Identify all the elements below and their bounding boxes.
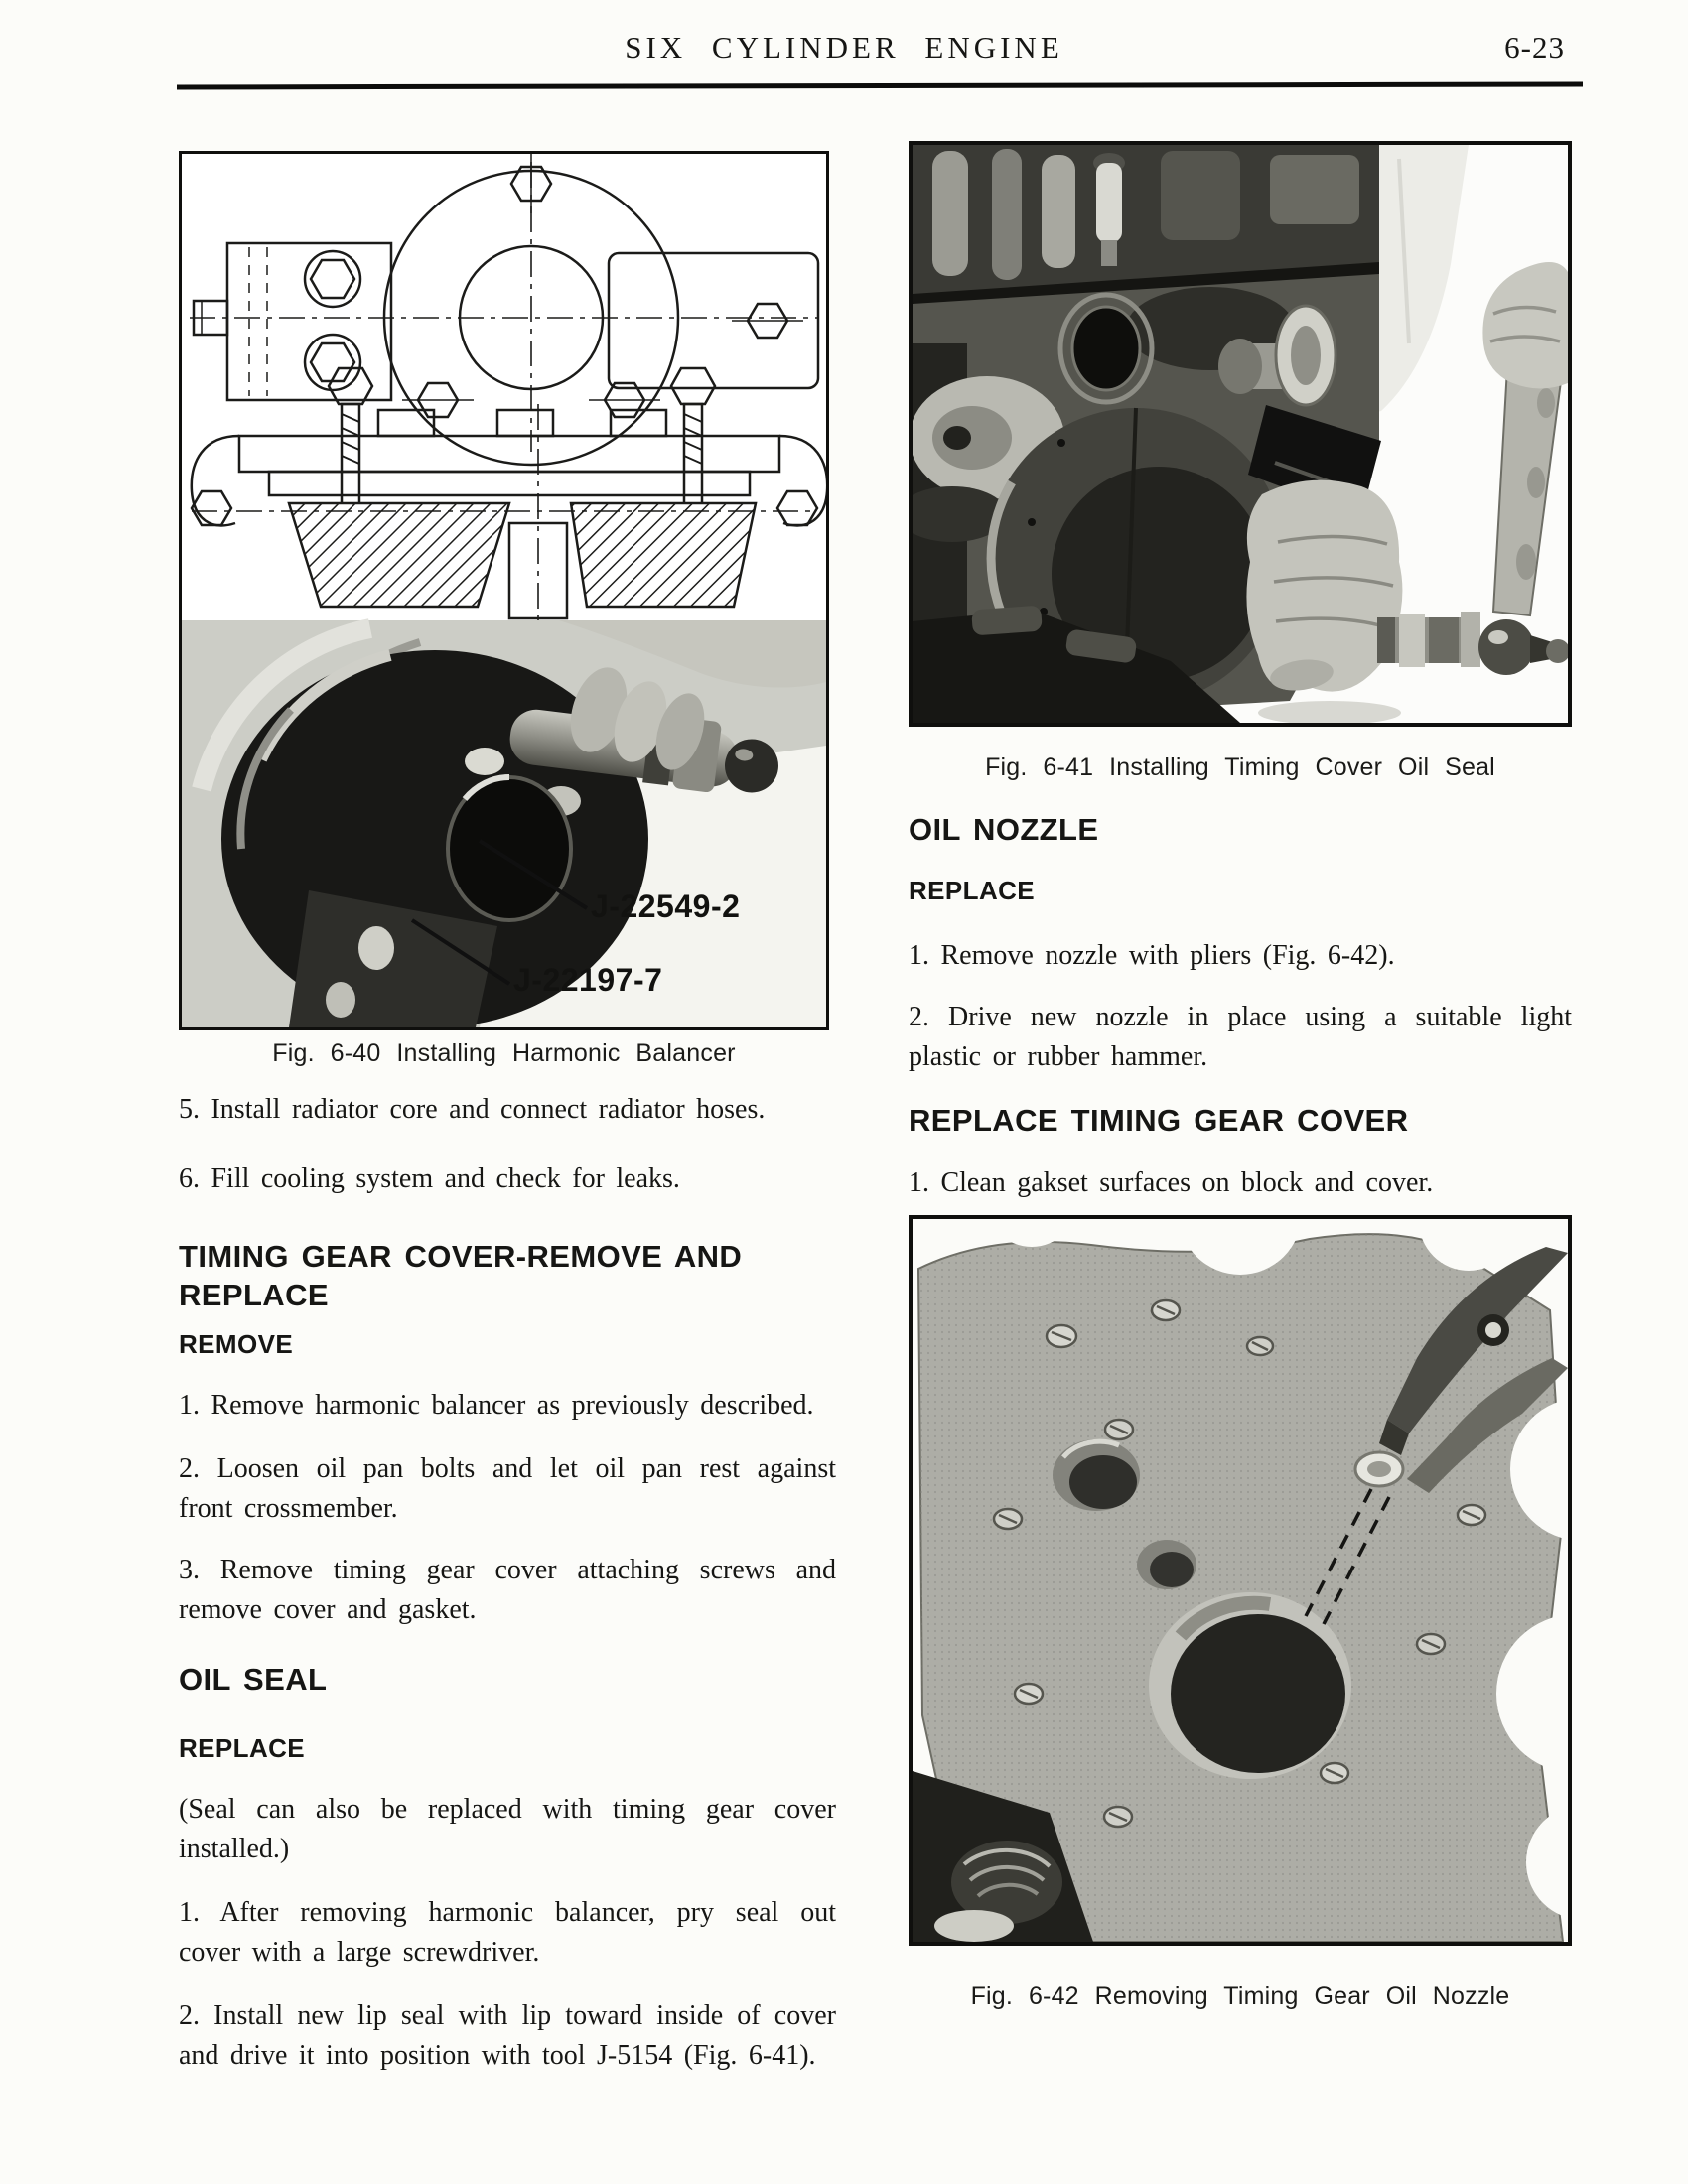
oil-nozzle-step-2: 2. Drive new nozzle in place using a suitable light plastic or rubber hammer. (909, 1002, 1572, 1072)
page-title: SIX CYLINDER ENGINE (625, 30, 1063, 65)
timing-cover-oil-seal-photo-image (913, 145, 1568, 723)
heading-oil-seal: OIL SEAL (179, 1662, 328, 1697)
oil-seal-note: (Seal can also be replaced with timing gear cover installed.) (179, 1794, 836, 1864)
subheading-remove: REMOVE (179, 1329, 294, 1359)
oil-seal-step-2: 2. Install new lip seal with lip toward inside of cover and drive it into position with tool J-5154 (Fig. 6-41). (179, 2000, 836, 2071)
oil-seal-step-1: 1. After removing harmonic balancer, pry seal out cover with a large screwdriver. (179, 1897, 836, 1968)
oil-nozzle-step-1: 1. Remove nozzle with pliers (Fig. 6-42). (909, 940, 1395, 971)
subheading-oil-seal-replace: REPLACE (179, 1733, 306, 1763)
figure-6-42-caption: Fig. 6-42 Removing Timing Gear Oil Nozzle (970, 1982, 1510, 2010)
figure-6-41-caption: Fig. 6-41 Installing Timing Cover Oil Seal (985, 753, 1495, 781)
heading-replace-timing-gear-cover: REPLACE TIMING GEAR COVER (909, 1103, 1409, 1138)
figure-6-41 (909, 141, 1572, 727)
page-number: 6-23 (1504, 30, 1565, 65)
heading-oil-nozzle: OIL NOZZLE (909, 812, 1099, 847)
left-column (179, 1090, 836, 2076)
tool-label-j22197: J-22197-7 (513, 962, 663, 998)
heading-timing-gear-cover: TIMING GEAR COVER-REMOVE AND REPLACE (179, 1239, 743, 1312)
tool-label-j22549: J-22549-2 (591, 888, 741, 924)
timing-step-3: 3. Remove timing gear cover attaching screws and remove cover and gasket. (179, 1555, 836, 1625)
timing-step-1: 1. Remove harmonic balancer as previously described. (179, 1390, 814, 1421)
figure-6-40-caption: Fig. 6-40 Installing Harmonic Balancer (272, 1039, 736, 1067)
step-install-radiator: 5. Install radiator core and connect radiator hoses. (179, 1094, 766, 1125)
header-rule (177, 82, 1583, 90)
timing-gear-oil-nozzle-photo-image (913, 1219, 1568, 1942)
replace-cover-step-1: 1. Clean gakset surfaces on block and cover. (909, 1167, 1434, 1198)
subheading-oil-nozzle-replace: REPLACE (909, 876, 1036, 905)
figure-6-42 (909, 1215, 1572, 1946)
figure-6-40 (179, 151, 829, 1030)
step-fill-cooling: 6. Fill cooling system and check for leaks. (179, 1163, 680, 1194)
right-column (909, 810, 1572, 1203)
timing-step-2: 2. Loosen oil pan bolts and let oil pan rest against front crossmember. (179, 1453, 836, 1524)
